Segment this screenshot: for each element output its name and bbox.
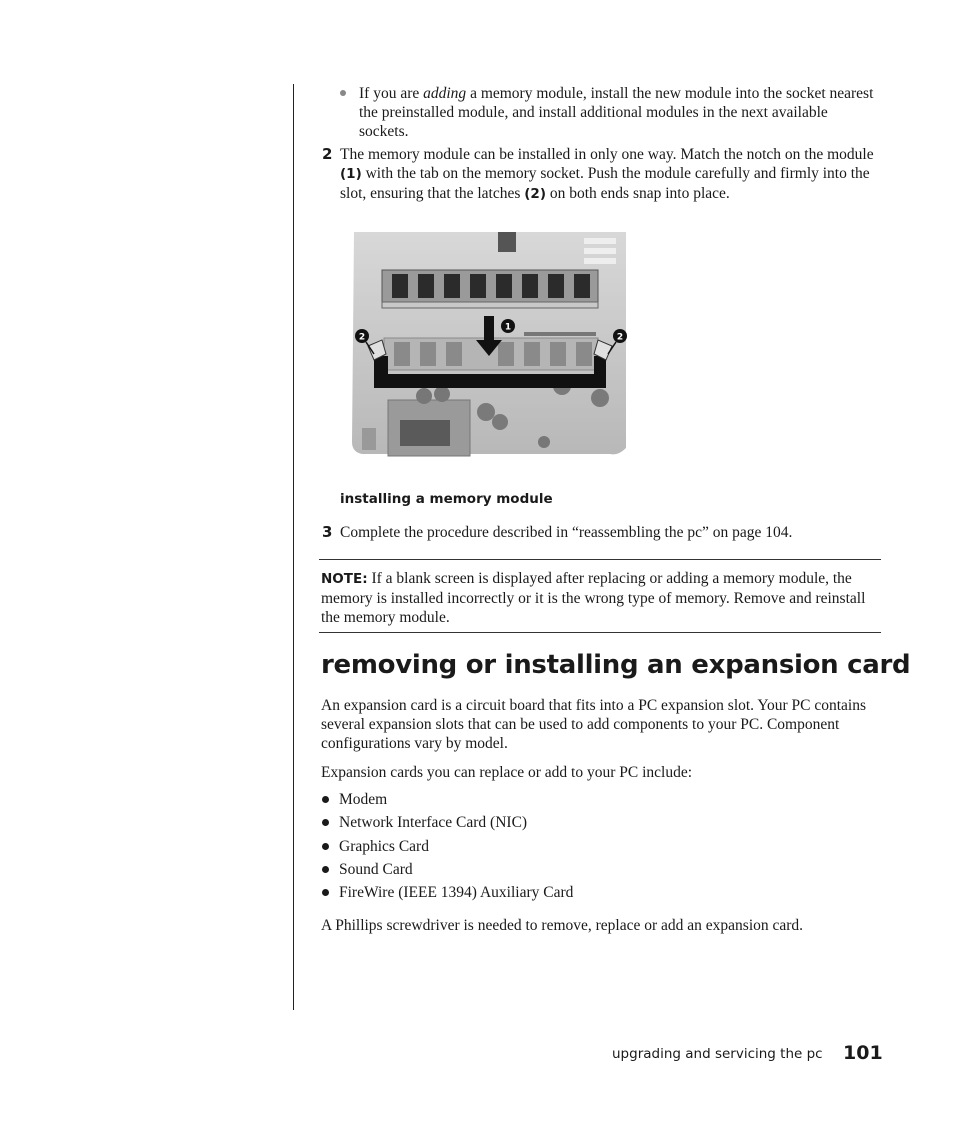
bullet-dot <box>340 90 346 96</box>
footer-chapter-title: upgrading and servicing the pc <box>612 1046 823 1062</box>
note-top-rule <box>319 559 881 560</box>
section-heading: removing or installing an expansion card <box>321 650 911 680</box>
list-item: Graphics Card <box>321 837 573 860</box>
bullet-dot <box>322 796 329 803</box>
callout-ref-2: (2) <box>524 186 546 202</box>
step-3-number: 3 <box>322 523 333 541</box>
callout-1-label: 1 <box>504 322 512 333</box>
bullet-dot <box>322 889 329 896</box>
list-intro: Expansion cards you can replace or add to your PC include: <box>321 764 693 781</box>
sub-bullet <box>340 84 880 141</box>
margin-rule <box>293 84 294 1010</box>
sub-bullet-text-post: a memory module, install the new module into the socket nearest the preinstalled module, and install additional modules in the next available sockets. <box>359 85 874 140</box>
expansion-card-list <box>321 790 573 906</box>
sub-bullet-emphasis: adding <box>423 85 467 102</box>
page-number: 101 <box>843 1042 883 1064</box>
callout-2-left-label: 2 <box>358 332 366 343</box>
bullet-dot <box>322 843 329 850</box>
note-label: NOTE: <box>321 571 368 587</box>
step-2-number: 2 <box>322 145 333 163</box>
list-item: Network Interface Card (NIC) <box>321 813 573 836</box>
list-item: Modem <box>321 790 573 813</box>
bullet-dot <box>322 866 329 873</box>
sub-bullet-text-pre: If you are <box>359 85 424 102</box>
closing-paragraph: A Phillips screwdriver is needed to remove, replace or add an expansion card. <box>321 917 804 934</box>
callout-ref-1: (1) <box>340 166 362 182</box>
list-item: Sound Card <box>321 860 573 883</box>
section-intro: An expansion card is a circuit board that fits into a PC expansion slot. Your PC contains several expansion slots that can be used to add components to your PC. Component configurations vary by model. <box>321 697 867 752</box>
step-3-text: Complete the procedure described in “reassembling the pc” on page 104. <box>340 524 793 541</box>
list-item: FireWire (IEEE 1394) Auxiliary Card <box>321 883 573 906</box>
figure-caption: installing a memory module <box>340 491 553 507</box>
note-bottom-rule <box>319 632 881 633</box>
memory-module-figure <box>348 228 632 460</box>
memory-module-illustration <box>348 228 632 460</box>
callout-2-right-label: 2 <box>616 332 624 343</box>
note-text: If a blank screen is displayed after replacing or adding a memory module, the memory is installed incorrectly or it is the wrong type of memory. Remove and reinstall the memory module. <box>321 570 866 626</box>
callout-1-marker <box>501 319 515 333</box>
step-2-text: The memory module can be installed in only one way. Match the notch on the module (1) with the tab on the memory socket. Push the module carefully and firmly into the slot, ensuring that the latches (2) on both ends snap into place. <box>340 146 874 202</box>
note-box <box>321 569 881 627</box>
bullet-dot <box>322 819 329 826</box>
